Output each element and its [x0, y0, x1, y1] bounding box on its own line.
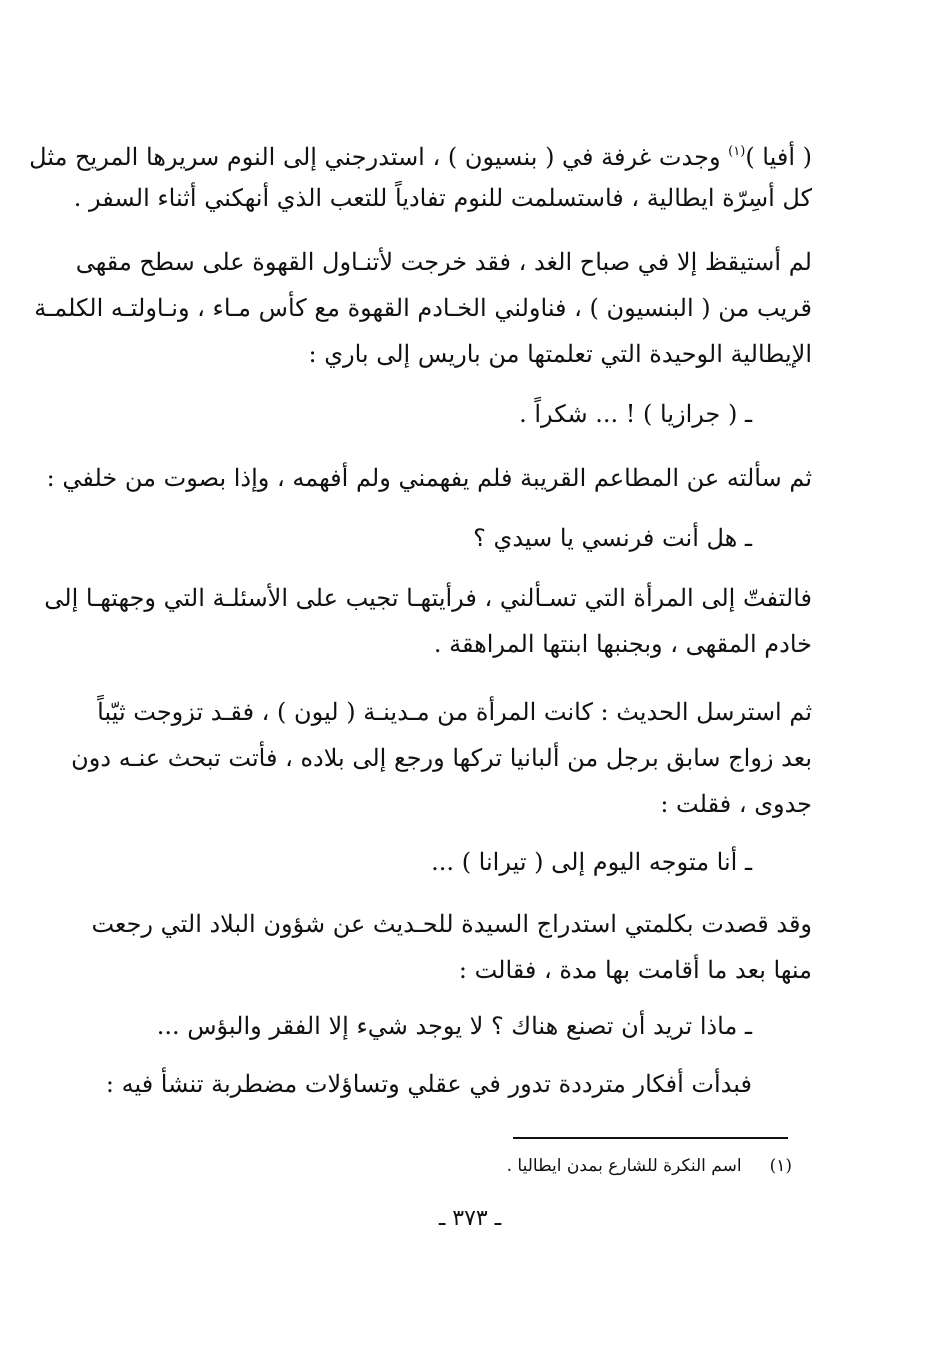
paragraph-4-line-1: فالتفتّ إلى المرأة التي تسـألني ، فرأيتهـا تجيب على الأسئلـة التي وجهتهـا إلى — [44, 584, 812, 612]
paragraph-5-line-3: جدوى ، فقلت : — [660, 790, 812, 818]
paragraph-2-line-3: الإيطالية الوحيدة التي تعلمتها من باريس إلى باري : — [308, 340, 812, 368]
paragraph-5-line-2: بعد زواج سابق برجل من ألبانيا تركها ورجع إلى بلاده ، فأتت تبحث عنـه دون — [71, 744, 812, 772]
paragraph-6-line-1: وقد قصدت بكلمتي استدراج السيدة للحـديث عن شؤون البلاد التي رجعت — [91, 910, 812, 938]
footnote-text: اسم النكرة للشارع بمدن ايطاليا . — [506, 1156, 742, 1176]
paragraph-2-line-1: لم أستيقظ إلا في صباح الغد ، فقد خرجت لأتنـاول القهوة على سطح مقهى — [75, 248, 812, 276]
dialogue-line-french: ـ هل أنت فرنسي يا سيدي ؟ — [473, 524, 752, 552]
dialogue-line-grazie: ـ ( جرازيا ) ! ... شكراً . — [519, 400, 752, 428]
footnote-marker[interactable]: (١) — [728, 144, 746, 159]
paragraph-6-line-2: منها بعد ما أقامت بها مدة ، فقالت : — [458, 956, 812, 984]
paragraph-7-line-1: فبدأت أفكار مترددة تدور في عقلي وتساؤلات مضطربة تنشأ فيه : — [105, 1070, 752, 1098]
paragraph-4-line-2: خادم المقهى ، وبجنبها ابنتها المراهقة . — [433, 630, 812, 658]
dialogue-line-poverty: ـ ماذا تريد أن تصنع هناك ؟ لا يوجد شيء إلا الفقر والبؤس ... — [156, 1012, 752, 1040]
dialogue-line-tirana: ـ أنا متوجه اليوم إلى ( تيرانا ) ... — [431, 848, 752, 876]
paragraph-2-line-2: قريب من ( البنسيون ) ، فناولني الخـادم القهوة مع كأس مـاء ، ونـاولتـه الكلمـة — [34, 294, 812, 322]
paragraph-1-line-1: ( أفيا )$^{(١)}$ وجدت غرفة في ( بنسيون ) ، استدرجني إلى النوم سريرها المريح مثل — [29, 143, 812, 171]
page-number: ـ ٣٧٣ ـ — [438, 1206, 502, 1231]
footnote-divider — [513, 1137, 788, 1139]
footnote — [507, 1156, 792, 1176]
footnote-number: (١) — [769, 1156, 792, 1176]
paragraph-1-line-2: كل أسِرّة ايطالية ، فاستسلمت للنوم تفادياً للتعب الذي أنهكني أثناء السفر . — [73, 184, 812, 212]
paragraph-3-line-1: ثم سألته عن المطاعم القريبة فلم يفهمني ولم أفهمه ، وإذا بصوت من خلفي : — [46, 464, 812, 492]
paragraph-5-line-1: ثم استرسل الحديث : كانت المرأة من مـدينـة ( ليون ) ، فقـد تزوجت ثيّباً — [97, 698, 812, 726]
